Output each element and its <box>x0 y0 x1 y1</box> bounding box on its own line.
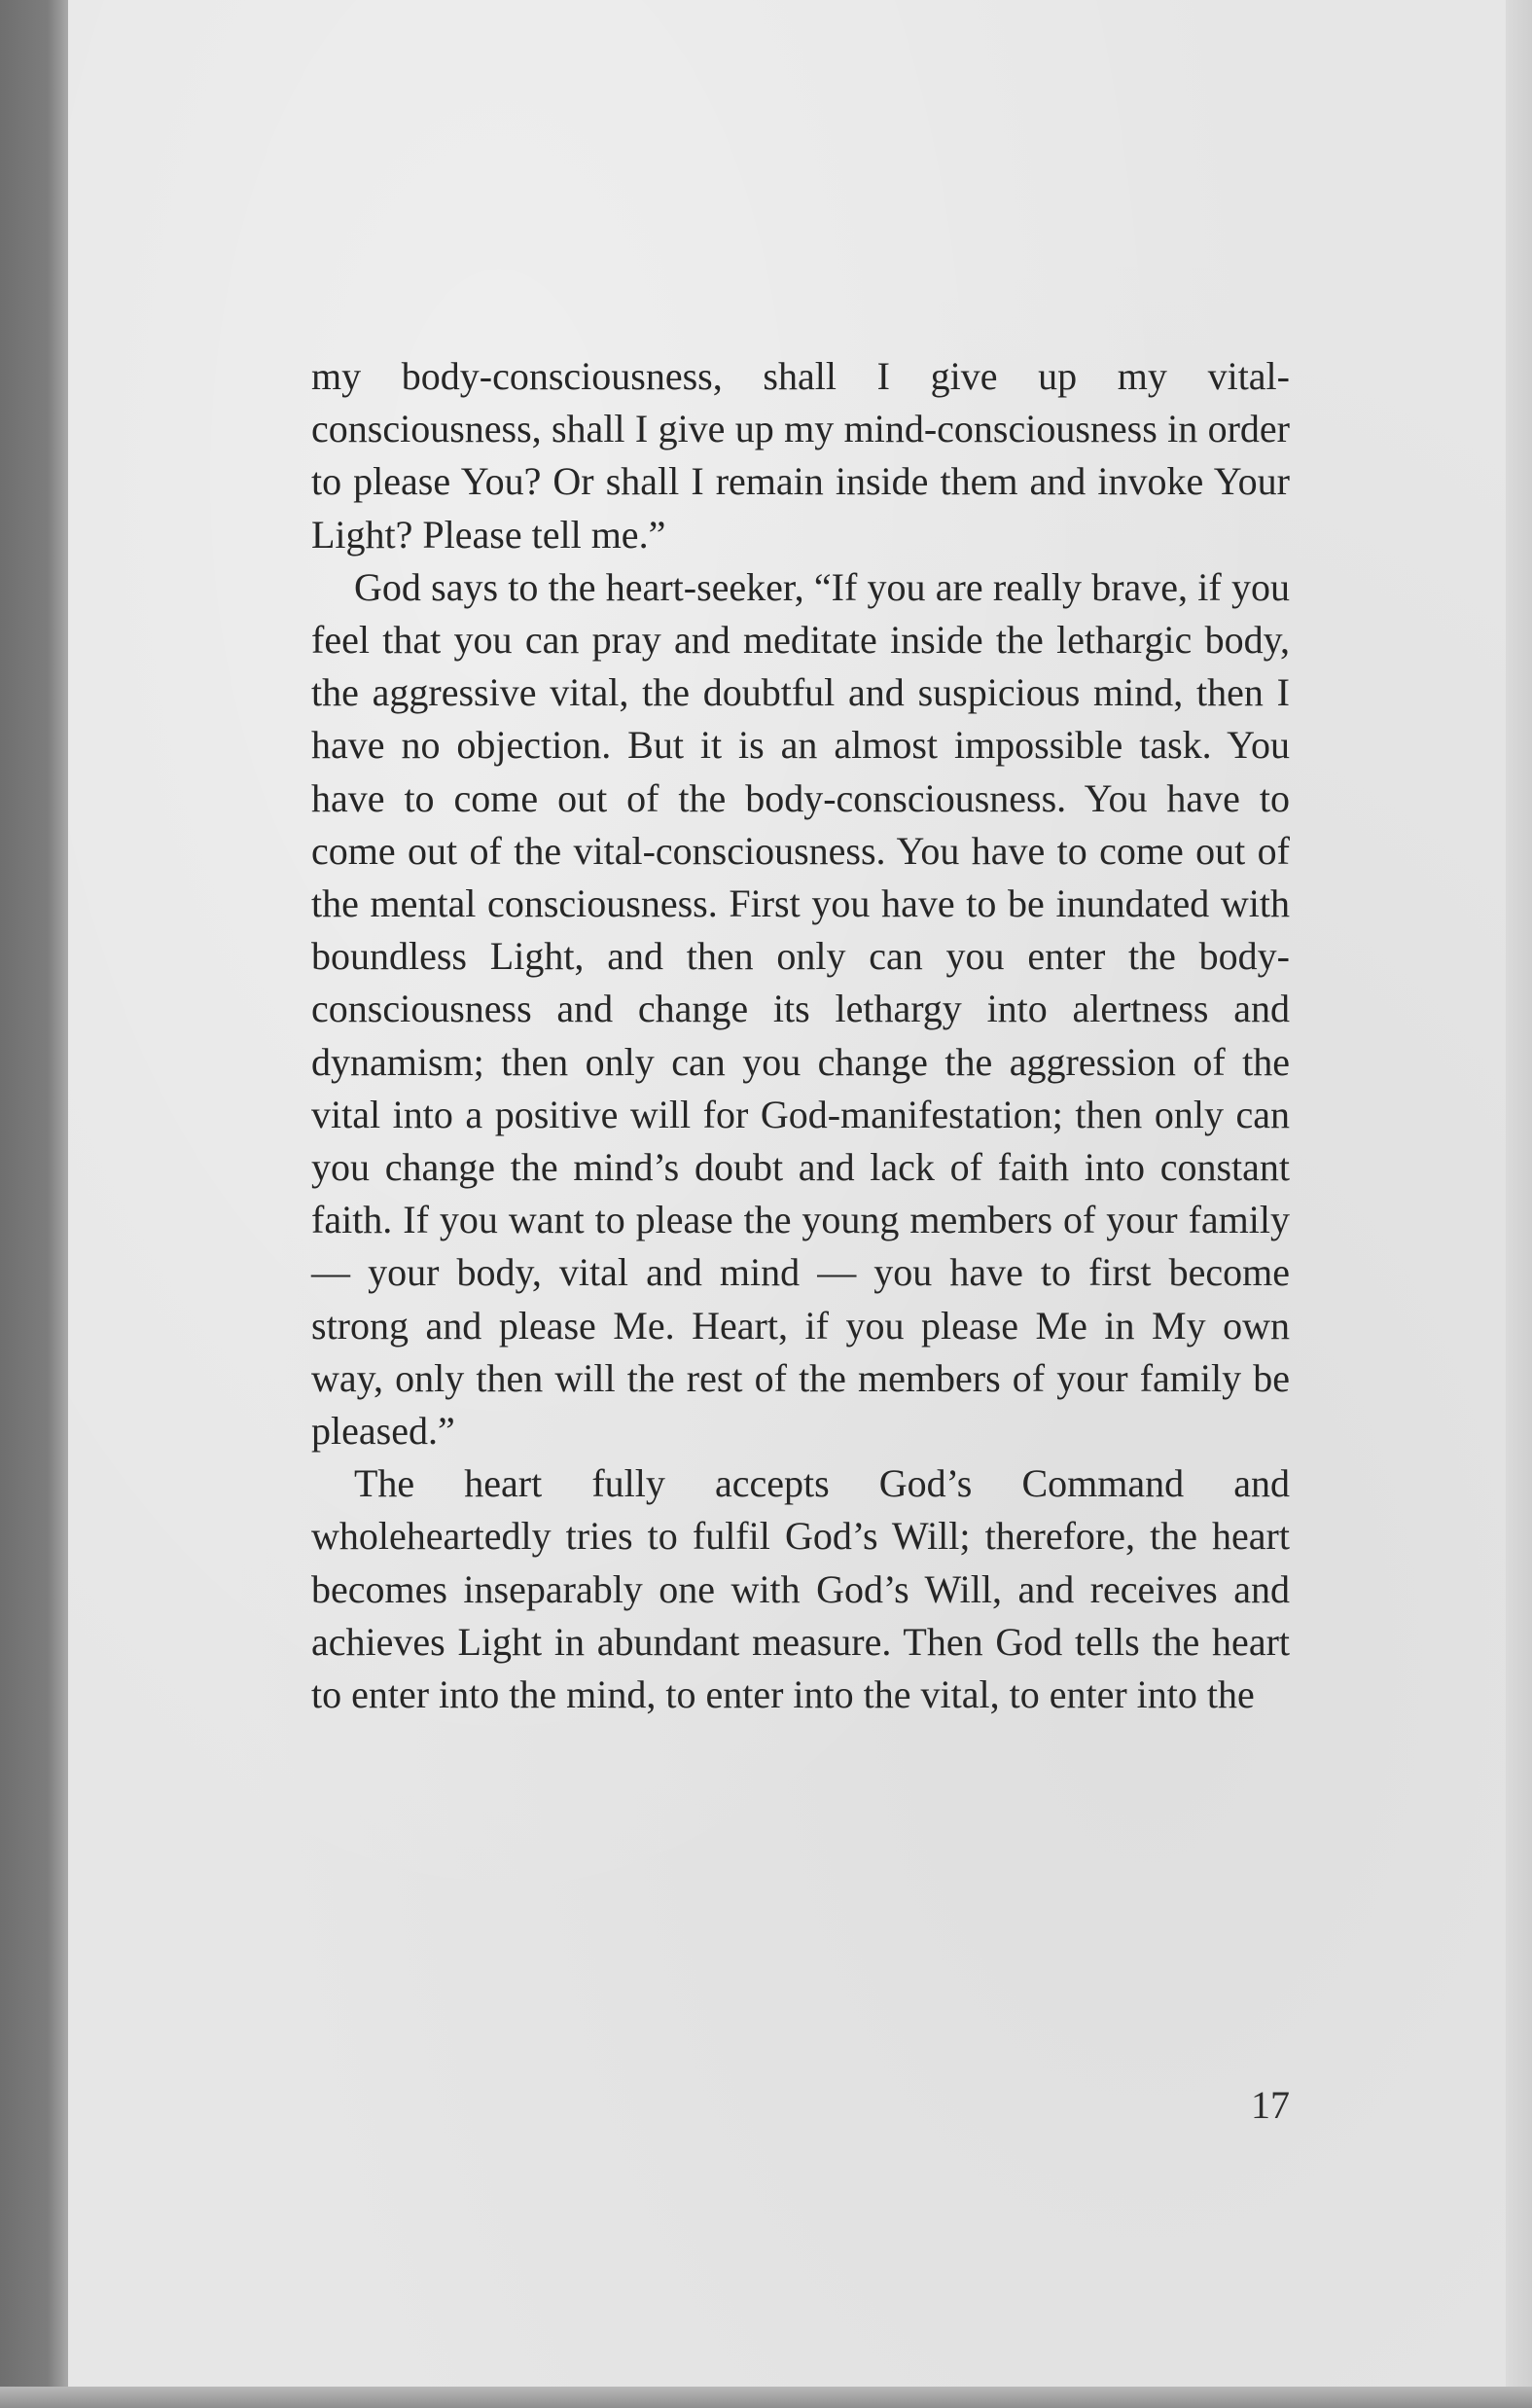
body-text <box>311 350 1290 1721</box>
scan-bottom-border <box>0 2387 1532 2408</box>
paragraph-continuation: my body-consciousness, shall I give up my vital-consciousness, shall I give up my mind-consciousness in order to please You? Or shall I remain inside them and invoke Your Light? Please tell me.” <box>311 354 1290 557</box>
paragraph-heart-accepts: The heart fully accepts God’s Command and wholeheartedly tries to fulfil God’s Will; therefore, the heart becomes inseparably one with God’s Will, and receives and achieves Light in abundant measure. Then God tells the heart to enter into the mind, to enter into the vital, to enter into the <box>311 1461 1290 1717</box>
page-right-edge <box>1506 0 1532 2387</box>
scan-left-border <box>0 0 68 2408</box>
page-number: 17 <box>1251 2083 1290 2127</box>
paragraph-god-says: God says to the heart-seeker, “If you are really brave, if you feel that you can pray and meditate inside the lethargic body, the aggressive vital, the doubtful and suspicious mind, then I have no objection. But it is an almost impossible task. You have to come out of the body-consciousness. You have to come out of the vital-consciousness. You have to come out of the mental consciousness. First you have to be inundated with boundless Light, and then only can you enter the body-consciousness and change its lethargy into alertness and dynamism; then only can you change the aggression of the vital into a positive will for God-manifestation; then only can you change the mind’s doubt and lack of faith into constant faith. If you want to please the young members of your family — your body, vital and mind — you have to first become strong and please Me. Heart, if you please Me in My own way, only then will the rest of the members of your family be pleased.” <box>311 564 1290 1454</box>
